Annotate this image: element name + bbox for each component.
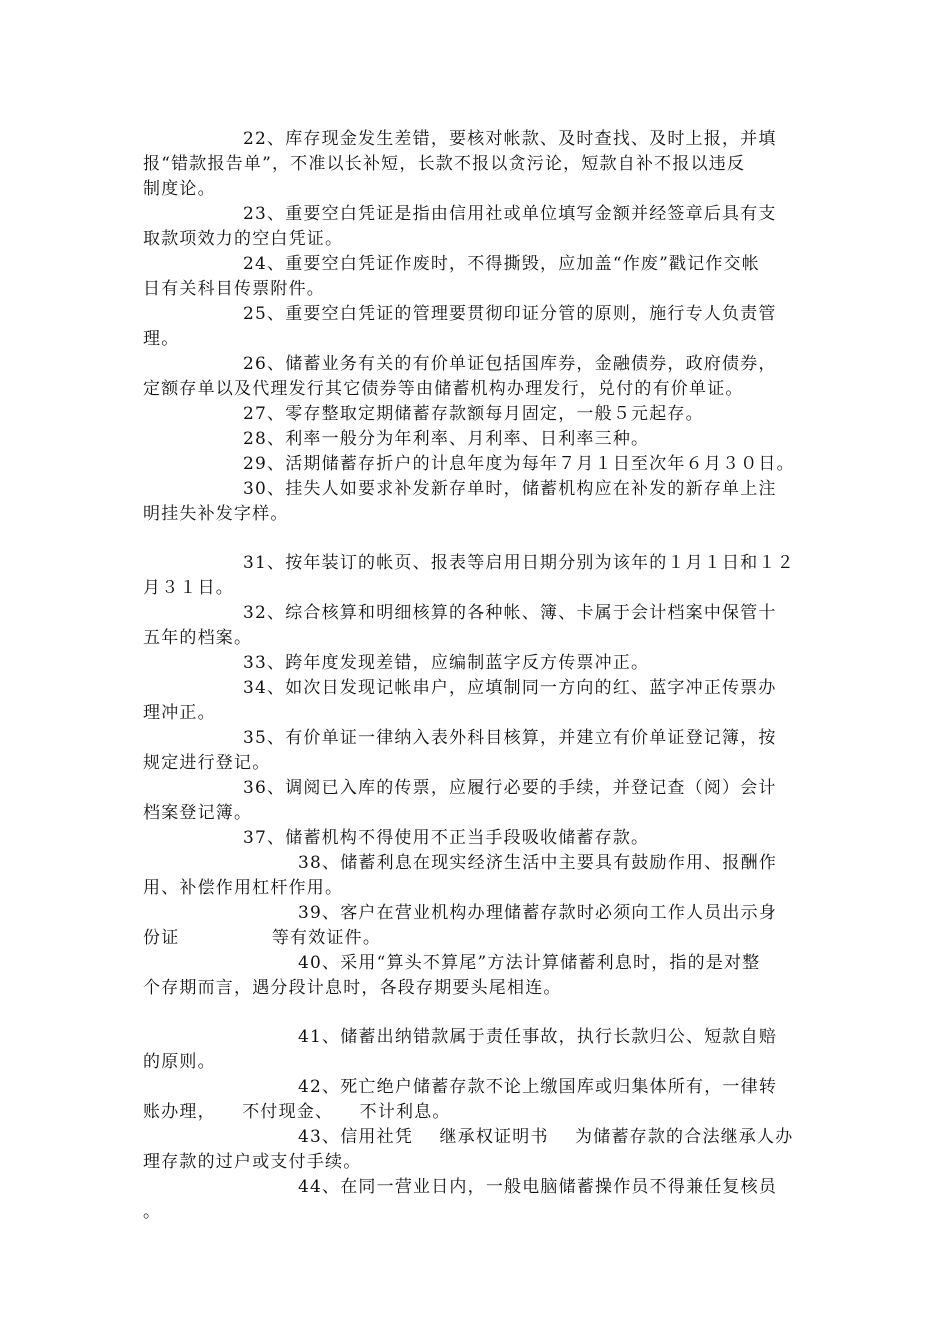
text-line: 规定进行登记。 bbox=[143, 753, 271, 773]
text-line: 五年的档案。 bbox=[143, 628, 253, 648]
text-line: 日有关科目传票附件。 bbox=[143, 279, 325, 299]
text-line: 37、储蓄机构不得使用不正当手段吸收储蓄存款。 bbox=[243, 828, 650, 848]
text-line: 24、重要空白凭证作废时，不得撕毁，应加盖“作废”戳记作交帐 bbox=[243, 254, 761, 274]
text-line: 40、采用“算头不算尾”方法计算储蓄利息时，指的是对整 bbox=[298, 953, 761, 973]
text-line: 27、零存整取定期储蓄存款额每月固定，一般５元起存。 bbox=[243, 404, 704, 424]
text-line: 30、挂失人如要求补发新存单时，储蓄机构应在补发的新存单上注 bbox=[243, 479, 777, 499]
text-line: 32、综合核算和明细核算的各种帐、簿、卡属于会计档案中保管十 bbox=[243, 603, 777, 623]
text-line: 月３１日。 bbox=[143, 578, 234, 598]
text-line: 报“错款报告单”，不准以长补短，长款不报以贪污论，短款自补不报以违反 bbox=[143, 154, 746, 174]
text-line: 42、死亡绝户储蓄存款不论上缴国库或归集体所有，一律转 bbox=[298, 1077, 778, 1097]
text-line: 个存期而言，遇分段计息时，各段存期要头尾相连。 bbox=[143, 978, 562, 998]
text-line: 34、如次日发现记帐串户，应填制同一方向的红、蓝字冲正传票办 bbox=[243, 678, 777, 698]
text-line: 44、在同一营业日内，一般电脑储蓄操作员不得兼任复核员 bbox=[298, 1177, 778, 1197]
text-line: 23、重要空白凭证是指由信用社或单位填写金额并经签章后具有支 bbox=[243, 204, 777, 224]
text-line: 41、储蓄出纳错款属于责任事故，执行长款归公、短款自赔 bbox=[298, 1027, 778, 1047]
text-line: 29、活期储蓄存折户的计息年度为每年７月１日至次年６月３０日。 bbox=[243, 454, 795, 474]
text-line: 26、储蓄业务有关的有价单证包括国库券，金融债券，政府债券， bbox=[243, 354, 777, 374]
text-line: 38、储蓄利息在现实经济生活中主要具有鼓励作用、报酬作 bbox=[298, 853, 778, 873]
text-line: 账办理， 不付现金、 不计利息。 bbox=[143, 1102, 451, 1122]
text-line: 明挂失补发字样。 bbox=[143, 504, 289, 524]
text-line: 33、跨年度发现差错，应编制蓝字反方传票冲正。 bbox=[243, 653, 650, 673]
text-line: 31、按年装订的帐页、报表等启用日期分别为该年的１月１日和１２ bbox=[243, 553, 795, 573]
text-line: 份证 等有效证件。 bbox=[143, 928, 382, 948]
text-line: 用、补偿作用杠杆作用。 bbox=[143, 878, 344, 898]
text-line: 制度论。 bbox=[143, 179, 216, 199]
text-line: 25、重要空白凭证的管理要贯彻印证分管的原则，施行专人负责管 bbox=[243, 304, 777, 324]
text-line: 理冲正。 bbox=[143, 703, 216, 723]
text-line: 。 bbox=[143, 1202, 162, 1222]
text-line: 36、调阅已入库的传票，应履行必要的手续，并登记查（阅）会计 bbox=[243, 778, 777, 798]
text-line: 39、客户在营业机构办理储蓄存款时必须向工作人员出示身 bbox=[298, 903, 778, 923]
text-line: 的原则。 bbox=[143, 1052, 216, 1072]
text-line: 43、信用社凭 继承权证明书 为储蓄存款的合法继承人办 bbox=[298, 1127, 794, 1147]
text-line: 取款项效力的空白凭证。 bbox=[143, 229, 344, 249]
text-line: 理。 bbox=[143, 329, 180, 349]
text-line: 28、利率一般分为年利率、月利率、日利率三种。 bbox=[243, 429, 650, 449]
text-line: 22、库存现金发生差错，要核对帐款、及时查找、及时上报，并填 bbox=[243, 129, 777, 149]
text-line: 定额存单以及代理发行其它债券等由储蓄机构办理发行，兑付的有价单证。 bbox=[143, 379, 744, 399]
text-line: 35、有价单证一律纳入表外科目核算，并建立有价单证登记簿，按 bbox=[243, 728, 777, 748]
text-line: 档案登记簿。 bbox=[143, 803, 253, 823]
text-line: 理存款的过户或支付手续。 bbox=[143, 1152, 362, 1172]
